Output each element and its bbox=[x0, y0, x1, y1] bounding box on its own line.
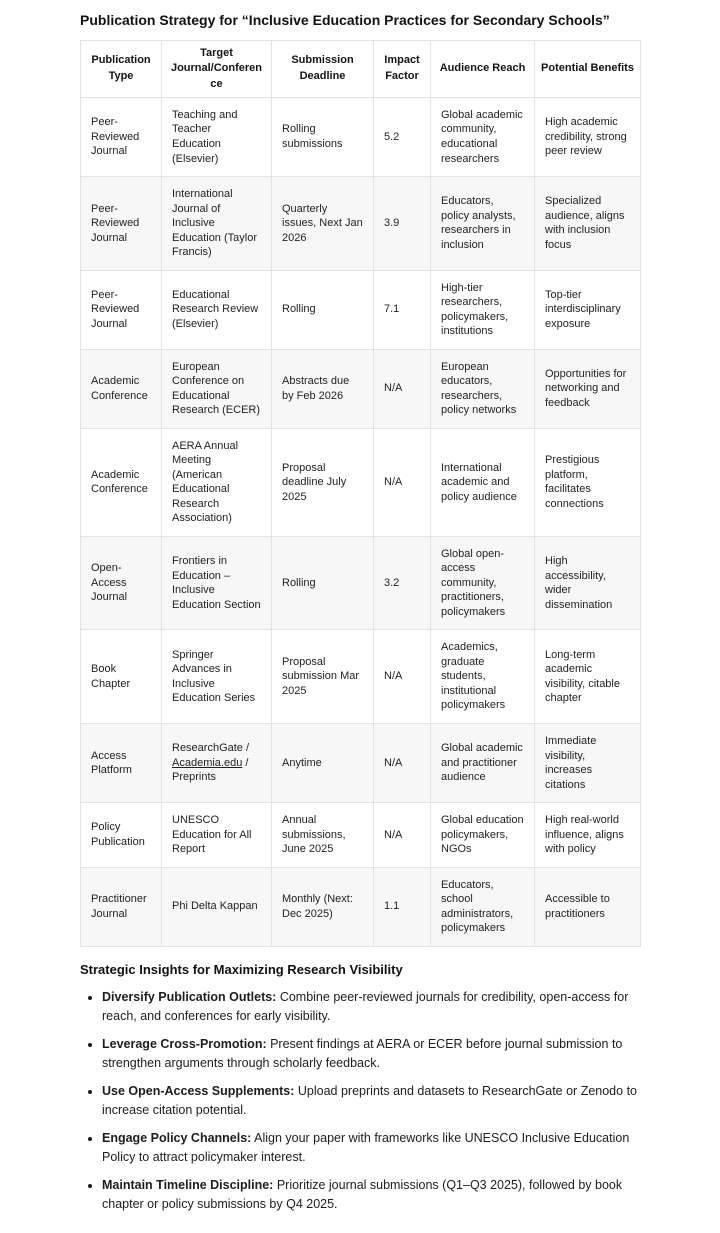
cell-submission-deadline: Annual submissions, June 2025 bbox=[272, 803, 374, 868]
table-row bbox=[81, 428, 641, 536]
insight-text: Present findings at AERA or ECER before journal submission to strengthen arguments through scholarly feedback. bbox=[102, 1036, 623, 1070]
academia-edu-link[interactable]: Academia.edu bbox=[172, 756, 243, 769]
insight-label: Use Open-Access Supplements: bbox=[102, 1083, 295, 1098]
cell-impact-factor: N/A bbox=[374, 803, 431, 868]
cell-submission-deadline: Rolling bbox=[272, 270, 374, 349]
cell-submission-deadline: Rolling submissions bbox=[272, 97, 374, 176]
cell-target-journal: AERA Annual Meeting (American Educational Research Association) bbox=[162, 428, 272, 536]
target-text-before: ResearchGate / bbox=[172, 742, 250, 755]
insight-text: Prioritize journal submissions (Q1–Q3 2025), followed by book chapter or policy submissions by Q4 2025. bbox=[102, 1177, 623, 1211]
cell-potential-benefits: Accessible to practitioners bbox=[535, 867, 641, 946]
cell-impact-factor: 7.1 bbox=[374, 270, 431, 349]
table-row bbox=[81, 349, 641, 428]
cell-audience-reach: Global open-access community, practitioners, policymakers bbox=[431, 536, 535, 630]
cell-potential-benefits: Specialized audience, aligns with inclusion focus bbox=[535, 177, 641, 271]
target-text-after: / Preprints bbox=[172, 756, 249, 784]
cell-publication-type: Practitioner Journal bbox=[81, 867, 162, 946]
publication-strategy-table bbox=[80, 40, 641, 947]
table-row bbox=[81, 177, 641, 271]
cell-target-journal: International Journal of Inclusive Education (Taylor Francis) bbox=[162, 177, 272, 271]
cell-audience-reach: Academics, graduate students, institutional policymakers bbox=[431, 630, 535, 724]
insight-label: Diversify Publication Outlets: bbox=[102, 989, 277, 1004]
cell-potential-benefits: Immediate visibility, increases citations bbox=[535, 723, 641, 802]
cell-target-journal: Frontiers in Education – Inclusive Education Section bbox=[162, 536, 272, 630]
cell-impact-factor: 1.1 bbox=[374, 867, 431, 946]
cell-impact-factor: 5.2 bbox=[374, 97, 431, 176]
list-item bbox=[102, 1129, 640, 1167]
cell-publication-type: Open-Access Journal bbox=[81, 536, 162, 630]
cell-target-journal: Springer Advances in Inclusive Education Series bbox=[162, 630, 272, 724]
cell-publication-type: Book Chapter bbox=[81, 630, 162, 724]
insight-label: Leverage Cross-Promotion: bbox=[102, 1036, 267, 1051]
cell-audience-reach: European educators, researchers, policy networks bbox=[431, 349, 535, 428]
cell-publication-type: Peer-Reviewed Journal bbox=[81, 270, 162, 349]
insight-text: Align your paper with frameworks like UNESCO Inclusive Education Policy to attract policymaker interest. bbox=[102, 1130, 630, 1164]
cell-submission-deadline: Proposal deadline July 2025 bbox=[272, 428, 374, 536]
list-item bbox=[102, 1035, 640, 1073]
table-row bbox=[81, 723, 641, 802]
cell-potential-benefits: Top-tier interdisciplinary exposure bbox=[535, 270, 641, 349]
cell-submission-deadline: Anytime bbox=[272, 723, 374, 802]
cell-target-journal: Teaching and Teacher Education (Elsevier) bbox=[162, 97, 272, 176]
cell-impact-factor: N/A bbox=[374, 723, 431, 802]
cell-impact-factor: 3.2 bbox=[374, 536, 431, 630]
table-header bbox=[81, 40, 641, 97]
list-item bbox=[102, 1082, 640, 1120]
column-header-publication-type: Publication Type bbox=[81, 40, 162, 97]
list-item bbox=[102, 1176, 640, 1214]
column-header-potential-benefits: Potential Benefits bbox=[535, 40, 641, 97]
page-title: Publication Strategy for “Inclusive Education Practices for Secondary Schools” bbox=[80, 12, 610, 28]
cell-target-journal: European Conference on Educational Research (ECER) bbox=[162, 349, 272, 428]
table-row bbox=[81, 536, 641, 630]
insight-label: Engage Policy Channels: bbox=[102, 1130, 252, 1145]
cell-audience-reach: Global academic community, educational researchers bbox=[431, 97, 535, 176]
cell-submission-deadline: Quarterly issues, Next Jan 2026 bbox=[272, 177, 374, 271]
cell-potential-benefits: Long-term academic visibility, citable chapter bbox=[535, 630, 641, 724]
table-row bbox=[81, 803, 641, 868]
cell-publication-type: Access Platform bbox=[81, 723, 162, 802]
list-item bbox=[102, 988, 640, 1026]
cell-submission-deadline: Abstracts due by Feb 2026 bbox=[272, 349, 374, 428]
cell-target-journal: Educational Research Review (Elsevier) bbox=[162, 270, 272, 349]
cell-audience-reach: International academic and policy audience bbox=[431, 428, 535, 536]
table-row bbox=[81, 630, 641, 724]
table-row bbox=[81, 867, 641, 946]
cell-potential-benefits: High academic credibility, strong peer review bbox=[535, 97, 641, 176]
cell-target-journal bbox=[162, 723, 272, 802]
column-header-audience-reach: Audience Reach bbox=[431, 40, 535, 97]
cell-publication-type: Policy Publication bbox=[81, 803, 162, 868]
cell-submission-deadline: Proposal submission Mar 2025 bbox=[272, 630, 374, 724]
table-header-row bbox=[81, 40, 641, 97]
cell-impact-factor: N/A bbox=[374, 428, 431, 536]
cell-potential-benefits: Opportunities for networking and feedback bbox=[535, 349, 641, 428]
cell-submission-deadline: Monthly (Next: Dec 2025) bbox=[272, 867, 374, 946]
cell-audience-reach: High-tier researchers, policymakers, institutions bbox=[431, 270, 535, 349]
cell-potential-benefits: Prestigious platform, facilitates connections bbox=[535, 428, 641, 536]
insight-label: Maintain Timeline Discipline: bbox=[102, 1177, 274, 1192]
cell-target-journal: Phi Delta Kappan bbox=[162, 867, 272, 946]
cell-target-journal: UNESCO Education for All Report bbox=[162, 803, 272, 868]
cell-potential-benefits: High real-world influence, aligns with policy bbox=[535, 803, 641, 868]
cell-publication-type: Peer-Reviewed Journal bbox=[81, 97, 162, 176]
table-body bbox=[81, 97, 641, 946]
cell-potential-benefits: High accessibility, wider dissemination bbox=[535, 536, 641, 630]
cell-publication-type: Academic Conference bbox=[81, 428, 162, 536]
column-header-submission-deadline: Submission Deadline bbox=[272, 40, 374, 97]
table-row bbox=[81, 97, 641, 176]
cell-impact-factor: N/A bbox=[374, 630, 431, 724]
cell-audience-reach: Global education policymakers, NGOs bbox=[431, 803, 535, 868]
cell-publication-type: Academic Conference bbox=[81, 349, 162, 428]
cell-submission-deadline: Rolling bbox=[272, 536, 374, 630]
cell-audience-reach: Educators, school administrators, policymakers bbox=[431, 867, 535, 946]
insight-text: Combine peer-reviewed journals for credibility, open-access for reach, and conferences for early visibility. bbox=[102, 989, 629, 1023]
table-row bbox=[81, 270, 641, 349]
insight-text: Upload preprints and datasets to ResearchGate or Zenodo to increase citation potential. bbox=[102, 1083, 637, 1117]
cell-publication-type: Peer-Reviewed Journal bbox=[81, 177, 162, 271]
cell-impact-factor: 3.9 bbox=[374, 177, 431, 271]
cell-audience-reach: Educators, policy analysts, researchers in inclusion bbox=[431, 177, 535, 271]
insights-heading: Strategic Insights for Maximizing Research Visibility bbox=[80, 961, 403, 977]
cell-impact-factor: N/A bbox=[374, 349, 431, 428]
cell-audience-reach: Global academic and practitioner audience bbox=[431, 723, 535, 802]
column-header-target-journal: Target Journal/Conference bbox=[162, 40, 272, 97]
column-header-impact-factor: Impact Factor bbox=[374, 40, 431, 97]
insights-list bbox=[80, 988, 640, 1214]
